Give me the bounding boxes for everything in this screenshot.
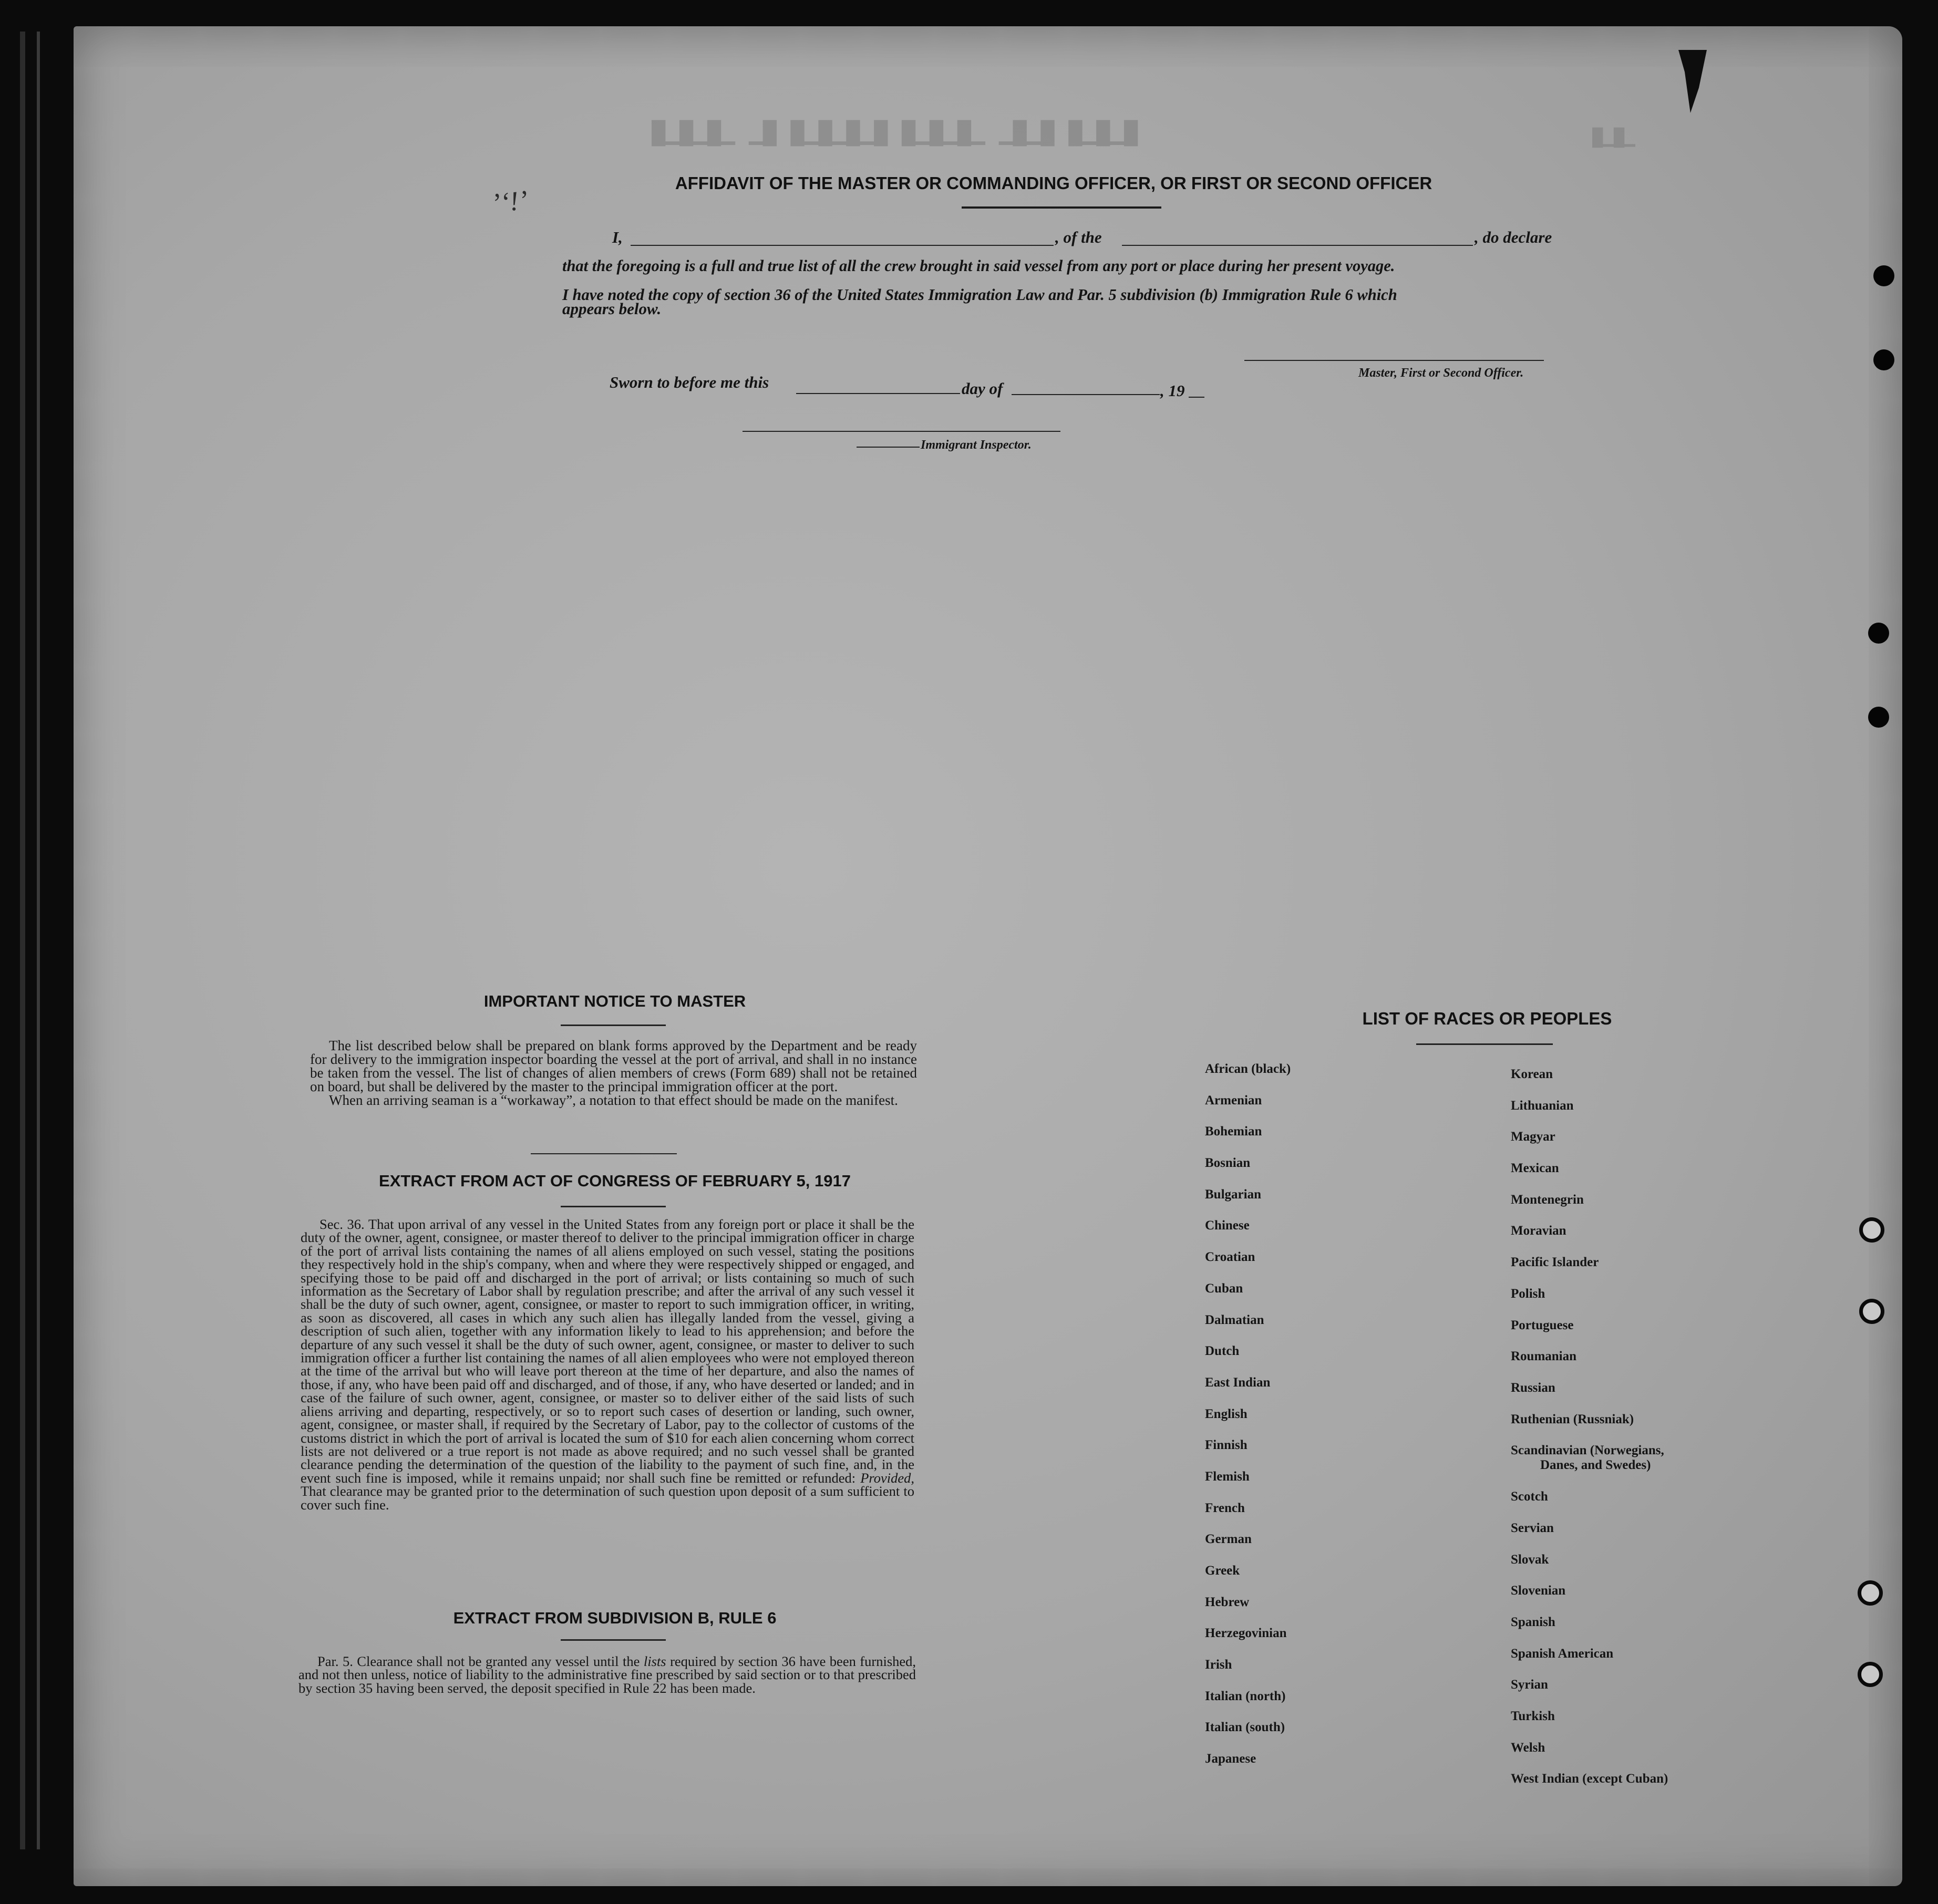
notice-paragraph-1: The list described below shall be prepared on blank forms approved by the Department and be ready for delivery to the immigration inspector boarding the vessel at the port of arrival, and shall in no instance be taken from the vessel. The list of changes of alien members of crews (Form 689) shall not be retained on board, but shall be delivered by the master to the principal immigration officer at the port. bbox=[310, 1038, 917, 1094]
race-item: Welsh bbox=[1511, 1740, 1545, 1755]
act-text bbox=[301, 1218, 914, 1512]
race-item: Spanish American bbox=[1511, 1646, 1614, 1661]
races-underline bbox=[1416, 1043, 1553, 1045]
race-item: Italian (north) bbox=[1205, 1689, 1286, 1703]
race-item: Montenegrin bbox=[1511, 1192, 1584, 1207]
race-item: Flemish bbox=[1205, 1469, 1250, 1484]
race-item-line: Scandinavian (Norwegians, bbox=[1511, 1443, 1664, 1458]
punch-hole bbox=[1868, 623, 1889, 644]
master-signature-field[interactable] bbox=[1244, 360, 1544, 361]
notice-text bbox=[310, 1039, 917, 1107]
race-item: German bbox=[1205, 1532, 1252, 1547]
race-item: Scotch bbox=[1511, 1489, 1548, 1504]
race-item: Ruthenian (Russniak) bbox=[1511, 1412, 1634, 1426]
rule-text bbox=[298, 1655, 916, 1695]
day-of-label: day of bbox=[962, 379, 1003, 398]
races-list-right bbox=[1511, 1067, 1668, 1803]
inspector-line-short bbox=[857, 447, 920, 448]
race-item: Slovak bbox=[1511, 1552, 1549, 1567]
race-item: African (black) bbox=[1205, 1062, 1291, 1076]
sworn-month-field[interactable] bbox=[1012, 394, 1160, 395]
punch-hole bbox=[1859, 1299, 1884, 1324]
race-item: Irish bbox=[1205, 1658, 1232, 1672]
race-item: Syrian bbox=[1511, 1678, 1548, 1692]
declarant-prefix: I, bbox=[612, 228, 623, 246]
race-item: Croatian bbox=[1205, 1250, 1255, 1265]
race-item: Moravian bbox=[1511, 1224, 1566, 1238]
notice-paragraph-2: When an arriving seaman is a “workaway”, a notation to that effect should be made on the manifest. bbox=[329, 1092, 898, 1108]
race-item: Dutch bbox=[1205, 1344, 1240, 1359]
race-item: Armenian bbox=[1205, 1093, 1262, 1108]
race-item-line: Danes, and Swedes) bbox=[1540, 1458, 1651, 1473]
scan-edge-left bbox=[20, 32, 25, 1849]
notice-title: IMPORTANT NOTICE TO MASTER bbox=[483, 992, 746, 1010]
race-item: Bosnian bbox=[1205, 1156, 1251, 1171]
race-item: French bbox=[1205, 1501, 1245, 1515]
race-item: Turkish bbox=[1511, 1709, 1555, 1724]
race-item: Mexican bbox=[1511, 1161, 1559, 1176]
sworn-year-field[interactable] bbox=[1189, 397, 1204, 398]
races-list-left bbox=[1205, 1062, 1291, 1783]
year-label: , 19 bbox=[1160, 381, 1185, 400]
declarant-name-field[interactable] bbox=[631, 245, 1054, 246]
race-item: Herzegovinian bbox=[1205, 1626, 1287, 1641]
notice-underline bbox=[561, 1025, 666, 1026]
scan-edge-left-inner bbox=[37, 32, 40, 1849]
handwritten-mark: ’‘!’ bbox=[490, 185, 530, 219]
bleed-through-header: █▁█▁█ █▁█▁ ▁█▁█▁█ █▁█▁█▁█ █▁ ▁█▁█▁█ bbox=[652, 120, 1138, 147]
act-title: EXTRACT FROM ACT OF CONGRESS OF FEBRUARY 5, 1917 bbox=[379, 1172, 851, 1190]
sworn-label: Sworn to before me this bbox=[610, 373, 769, 391]
rule-text-b: required by section 36 have been furnished, and not then unless, notice of liability to the administrative fine prescribed by said section or to that prescribed by section 35 having been served, the deposit specified in Rule 22 has been made. bbox=[298, 1653, 916, 1696]
do-declare-label: , do declare bbox=[1475, 228, 1552, 246]
rule-underline bbox=[561, 1639, 666, 1641]
races-title: LIST OF RACES OR PEOPLES bbox=[1362, 1009, 1612, 1028]
affidavit-title: AFFIDAVIT OF THE MASTER OR COMMANDING OFFICER, OR FIRST OR SECOND OFFICER bbox=[675, 173, 1432, 193]
act-underline bbox=[561, 1206, 666, 1207]
race-item: Magyar bbox=[1511, 1130, 1555, 1144]
title-underline bbox=[962, 206, 1161, 209]
inspector-signature-field[interactable] bbox=[743, 431, 1060, 432]
act-section-text: Sec. 36. That upon arrival of any vessel in the United States from any foreign port or place it shall be the duty of the owner, agent, consignee, or master thereof to deliver to the principal immigration officer in charge of the port of arrival lists containing the names of all aliens employed on such vessel, stating the positions they respectively hold in the ship's company, when and where they were respectively shipped or engaged, and specifying those to be paid off and discharged in the port of arrival; or lists containing so much of such information as the Secretary of Labor shall by regulation prescribe; and after the arrival of any such vessel it shall be the duty of such owner, agent, consignee, or master to report to such immigration officer, in writing, as soon as discovered, all cases in which any such alien has illegally landed from the vessel, giving a description of such alien, together with any information likely to lead to his apprehension; and before the departure of any such vessel it shall be the duty of such owner, agent, consignee, or master to deliver to such immigration officer a further list containing the names of all alien employees who were not employed thereon at the time of the arrival but who will leave port thereon at the time of her departure, and also the names of those, if any, who have been paid off and discharged, and of those, if any, who have deserted or landed; and in case of the failure of such owner, agent, consignee, or master so to deliver either of the said lists of such aliens arriving and departing, respectively, or so to report such cases of desertion or landing, such owner, agent, consignee, or master shall, if required by the Secretary of Labor, pay to the collector of customs of the customs district in which the port of arrival is located the sum of $10 for each alien concerning whom correct lists are not delivered or a true report is not made as above required; and no such vessel shall be granted clearance pending the determination of the question of the liability to the payment of such fine, and, in the event such fine is imposed, while it remains unpaid; nor shall such fine be remitted or refunded: bbox=[301, 1216, 914, 1486]
race-item: Lithuanian bbox=[1511, 1098, 1574, 1113]
race-item: Servian bbox=[1511, 1520, 1554, 1535]
of-the-label: , of the bbox=[1055, 228, 1102, 246]
punch-hole bbox=[1859, 1217, 1884, 1243]
race-item: Bohemian bbox=[1205, 1124, 1262, 1139]
race-item: Roumanian bbox=[1511, 1349, 1577, 1364]
race-item: Dalmatian bbox=[1205, 1312, 1264, 1327]
vessel-name-field[interactable] bbox=[1122, 245, 1473, 246]
punch-hole bbox=[1858, 1662, 1883, 1687]
race-item: Portuguese bbox=[1511, 1318, 1574, 1332]
rule-text-a: Par. 5. Clearance shall not be granted any vessel until the bbox=[317, 1653, 640, 1669]
race-item bbox=[1511, 1443, 1668, 1489]
affidavit-notice-end: appears below. bbox=[562, 299, 662, 318]
race-item: Chinese bbox=[1205, 1218, 1250, 1233]
race-item: Polish bbox=[1511, 1286, 1545, 1301]
race-item: English bbox=[1205, 1406, 1248, 1421]
race-item: Finnish bbox=[1205, 1438, 1248, 1453]
race-item: Slovenian bbox=[1511, 1584, 1566, 1598]
race-item: Russian bbox=[1511, 1380, 1555, 1395]
punch-hole bbox=[1873, 265, 1894, 286]
race-item: Pacific Islander bbox=[1511, 1255, 1599, 1270]
affidavit-declaration: that the foregoing is a full and true list of all the crew brought in said vessel from any port or place during her present voyage. bbox=[562, 257, 1395, 275]
punch-hole bbox=[1873, 349, 1894, 370]
inspector-label: Immigrant Inspector. bbox=[921, 438, 1032, 452]
punch-hole bbox=[1868, 707, 1889, 728]
affidavit-notice: I have noted the copy of section 36 of the United States Immigration Law and Par. 5 subdivision (b) Immigration Rule 6 which bbox=[562, 286, 1397, 304]
master-signature-label: Master, First or Second Officer. bbox=[1358, 366, 1524, 380]
race-item: Bulgarian bbox=[1205, 1187, 1261, 1202]
sworn-day-field[interactable] bbox=[796, 393, 960, 394]
race-item: Greek bbox=[1205, 1564, 1240, 1578]
race-item: West Indian (except Cuban) bbox=[1511, 1772, 1668, 1786]
act-proviso-word: Provided, bbox=[860, 1470, 915, 1486]
section-divider bbox=[531, 1153, 677, 1154]
race-item: Hebrew bbox=[1205, 1595, 1250, 1609]
race-item: Korean bbox=[1511, 1067, 1553, 1081]
punch-hole bbox=[1858, 1580, 1883, 1606]
race-item: East Indian bbox=[1205, 1375, 1271, 1390]
act-proviso-text: That clearance may be granted prior to the determination of such question upon deposit of a sum sufficient to cover such fine. bbox=[301, 1483, 914, 1513]
race-item: Cuban bbox=[1205, 1281, 1243, 1296]
rule-lists-word: lists bbox=[643, 1653, 666, 1669]
race-item: Japanese bbox=[1205, 1752, 1256, 1766]
bleed-through-mark: █▁█▁ bbox=[1592, 128, 1635, 148]
race-item: Spanish bbox=[1511, 1615, 1555, 1629]
race-item: Italian (south) bbox=[1205, 1720, 1285, 1735]
rule-title: EXTRACT FROM SUBDIVISION B, RULE 6 bbox=[453, 1609, 777, 1627]
